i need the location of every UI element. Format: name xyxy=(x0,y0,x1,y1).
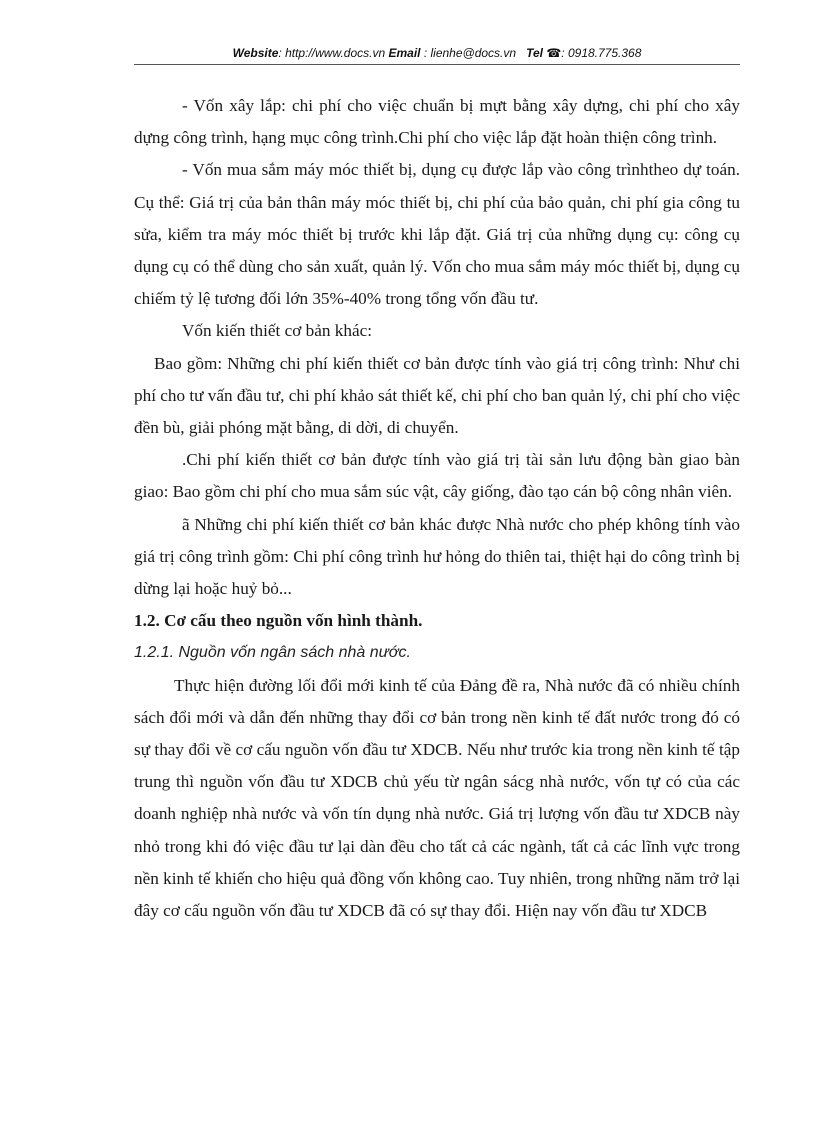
paragraph-bao-gom: Bao gồm: Những chi phí kiến thiết cơ bản được tính vào giá trị công trình: Như chi phí cho tư vấn đầu tư, chi phí khảo sát thiết kế, chi phí cho ban quản lý, chi phí cho việc đền bù, giải phóng mặt bằng, di dời, di chuyển. xyxy=(134,353,740,438)
website-value: : http://www.docs.vn xyxy=(278,46,386,60)
phone-icon: ☎ xyxy=(546,46,562,60)
paragraph-chi-phi-tai-san: .Chi phí kiến thiết cơ bản được tính vào giá trị tài sản lưu động bàn giao bàn giao: Bao gồm chi phí cho mua sắm súc vật, cây giống, đào tạo cán bộ công nhân viên. xyxy=(134,450,740,502)
website-label: Website xyxy=(232,46,279,60)
paragraph-von-mua-sam: - Vốn mua sắm máy móc thiết bị, dụng cụ được lắp vào công trìnhtheo dự toán. Cụ thể: Giá trị của bản thân máy móc thiết bị, chi phí của bảo quản, chi phí gia công tu sửa, kiểm tra máy móc thiết bị trước khi lắp đặt. Giá trị của những dụng cụ: công cụ dụng cụ có thể dùng cho sản xuất, quản lý. Vốn cho mua sắm máy móc thiết bị, dụng cụ chiếm tỷ lệ tương đối lớn 35%-40% trong tổng vốn đầu tư. xyxy=(134,160,740,309)
header-divider xyxy=(134,64,740,65)
paragraph-thuc-hien: Thực hiện đường lối đổi mới kinh tế của Đảng đề ra, Nhà nước đã có nhiều chính sách đổi mới và dẫn đến những thay đổi cơ bản trong nền kinh tế đất nước trong đó có sự thay đổi về cơ cấu nguồn vốn đầu tư XDCB. Nếu như trước kia trong nền kinh tế tập trung thì nguồn vốn đầu tư XDCB chủ yếu từ ngân sácg nhà nước, vốn tự có của các doanh nghiệp nhà nước và vốn tín dụng nhà nước. Giá trị lượng vốn đầu tư XDCB này nhỏ trong khi đó việc đầu tư lại dàn đều cho tất cả các ngành, tất cả các lĩnh vực trong nền kinh tế khiến cho hiệu quả đồng vốn không cao. Tuy nhiên, trong những năm trở lại đây cơ cấu nguồn vốn đầu tư XDCB đã có sự thay đổi. Hiện nay vốn đầu tư XDCB xyxy=(134,675,740,921)
paragraph-von-kien-thiet-label: Vốn kiến thiết cơ bản khác: xyxy=(182,321,372,341)
paragraph-von-xay-lap: - Vốn xây lắp: chi phí cho việc chuẩn bị mựt bằng xây dựng, chi phí cho xây dựng công trình, hạng mục công trình.Chi phí cho việc lắp đặt hoàn thiện công trình. xyxy=(134,96,740,148)
section-heading-1-2-1: 1.2.1. Nguồn vốn ngân sách nhà nước. xyxy=(134,644,411,662)
section-heading-1-2: 1.2. Cơ cấu theo nguồn vốn hình thành. xyxy=(134,611,423,631)
document-body xyxy=(134,90,740,927)
email-label: Email xyxy=(388,46,421,60)
tel-value: : 0918.775.368 xyxy=(561,46,642,60)
paragraph-chi-phi-khac: ã Những chi phí kiến thiết cơ bản khác được Nhà nước cho phép không tính vào giá trị công trình gồm: Chi phí công trình hư hỏng do thiên tai, thiệt hại do công trình bị dừng lại hoặc huỷ bỏ... xyxy=(134,514,740,599)
tel-label: Tel xyxy=(526,46,543,60)
email-value: : lienhe@docs.vn xyxy=(420,46,517,60)
page-header xyxy=(134,46,740,60)
